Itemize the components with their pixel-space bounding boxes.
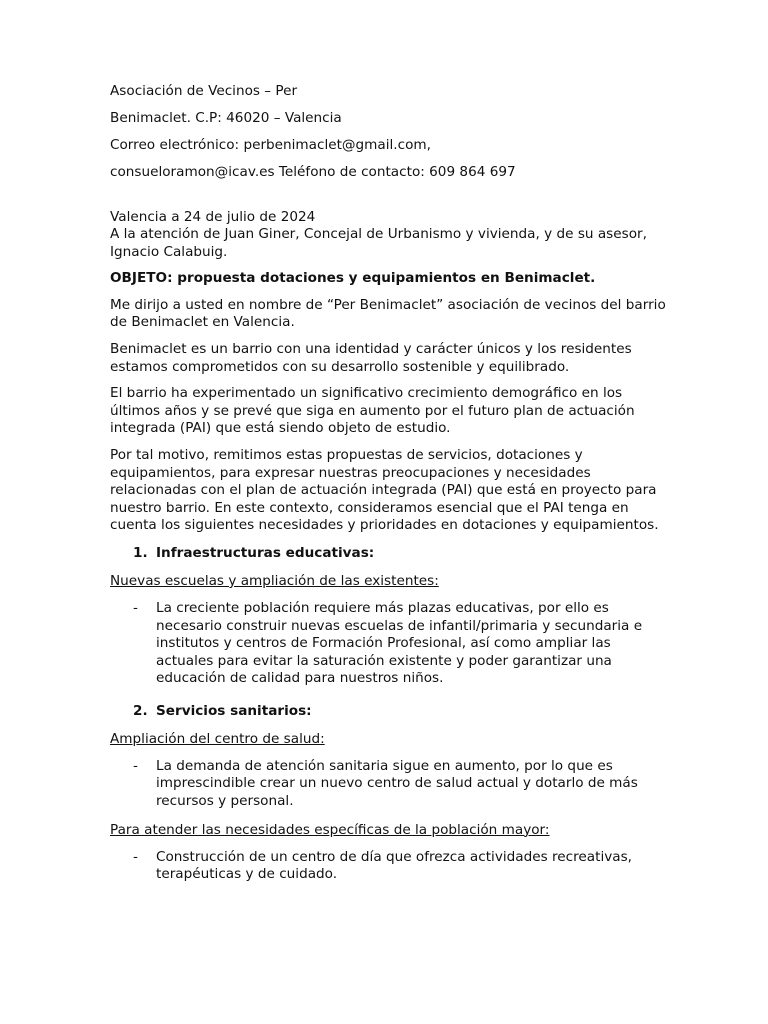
- section-title: Servicios sanitarios:: [156, 702, 312, 719]
- list-item: [110, 849, 670, 884]
- list-item-text: Construcción de un centro de día que ofrezca actividades recreativas, terapéuticas y de cuidado.: [156, 848, 632, 883]
- section-title: Infraestructuras educativas:: [156, 544, 375, 561]
- body-paragraph: Benimaclet es un barrio con una identidad y carácter únicos y los residentes estamos comprometidos con su desarrollo sostenible y equilibrado.: [110, 340, 632, 375]
- subsection-title: Ampliación del centro de salud:: [110, 730, 325, 747]
- bullet-dash: -: [133, 848, 138, 865]
- sender-name: Asociación de Vecinos – Per: [110, 83, 298, 99]
- list-item-text: La creciente población requiere más plazas educativas, por ello es necesario construir nuevas escuelas de infantil/primaria y secundaria e institutos y centros de Formación Profesional, así como ampliar las actuales para evitar la saturación existente y poder garantizar una educación de calidad para nuestros niños.: [156, 599, 643, 687]
- list-item: [110, 600, 670, 688]
- bullet-dash: -: [133, 757, 138, 774]
- sender-header: [110, 82, 670, 181]
- list-item-text: La demanda de atención sanitaria sigue en aumento, por lo que es imprescindible crear un nuevo centro de salud actual y dotarlo de más recursos y personal.: [156, 757, 638, 810]
- letter-page: [110, 82, 670, 894]
- subsection-title: Para atender las necesidades específicas de la población mayor:: [110, 821, 550, 838]
- sender-email: Correo electrónico: perbenimaclet@gmail.com,: [110, 137, 431, 153]
- subsection-title: Nuevas escuelas y ampliación de las existentes:: [110, 572, 439, 589]
- letter-date: Valencia a 24 de julio de 2024: [110, 209, 316, 225]
- section-health: [110, 702, 670, 884]
- sender-contact: consueloramon@icav.es Teléfono de contacto: 609 864 697: [110, 164, 516, 180]
- section-heading: [110, 702, 670, 720]
- sender-address: Benimaclet. C.P: 46020 – Valencia: [110, 110, 342, 126]
- body-paragraph: Por tal motivo, remitimos estas propuestas de servicios, dotaciones y equipamientos, para expresar nuestras preocupaciones y necesidades relacionadas con el plan de actuación integrada (PAI) que está en proyecto para nuestro barrio. En este contexto, consideramos esencial que el PAI tenga en cuenta los siguientes necesidades y prioridades en dotaciones y equipamientos.: [110, 446, 659, 534]
- section-number: 2.: [133, 702, 148, 719]
- subject-line: OBJETO: propuesta dotaciones y equipamientos en Benimaclet.: [110, 270, 596, 287]
- section-education: [110, 544, 670, 688]
- list-item: [110, 758, 670, 811]
- body-paragraph: Me dirijo a usted en nombre de “Per Benimaclet” asociación de vecinos del barrio de Benimaclet en Valencia.: [110, 296, 666, 331]
- section-number: 1.: [133, 544, 148, 561]
- section-heading: [110, 544, 670, 562]
- attention-line: A la atención de Juan Giner, Concejal de Urbanismo y vivienda, y de su asesor, Ignacio Calabuig.: [110, 226, 647, 260]
- bullet-dash: -: [133, 599, 138, 616]
- body-paragraph: El barrio ha experimentado un significativo crecimiento demográfico en los últimos años y se prevé que siga en aumento por el futuro plan de actuación integrada (PAI) que está siendo objeto de estudio.: [110, 385, 635, 437]
